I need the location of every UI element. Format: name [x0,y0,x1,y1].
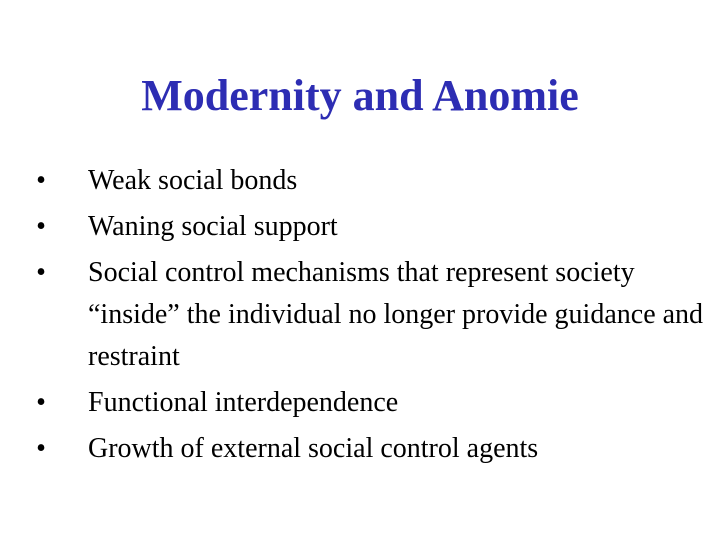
bullet-item [26,160,706,202]
bullet-item [26,428,706,470]
bullet-item [26,206,706,248]
bullet-dot-icon: • [36,211,46,242]
bullet-text: Waning social support [88,211,338,242]
bullet-item [26,252,706,378]
bullet-dot-icon: • [36,433,46,464]
bullet-item [26,382,706,424]
bullet-dot-icon: • [36,387,46,418]
bullet-text: Weak social bonds [88,165,298,196]
bullet-text: Growth of external social control agents [88,433,539,464]
bullet-dot-icon: • [36,165,46,196]
slide-title: Modernity and Anomie [141,71,579,120]
bullet-text: Functional interdependence [88,387,399,418]
bullet-list [26,160,706,474]
bullet-text: Social control mechanisms that represent society “inside” the individual no longer provide guidance and restraint [88,257,704,372]
bullet-dot-icon: • [36,257,46,288]
